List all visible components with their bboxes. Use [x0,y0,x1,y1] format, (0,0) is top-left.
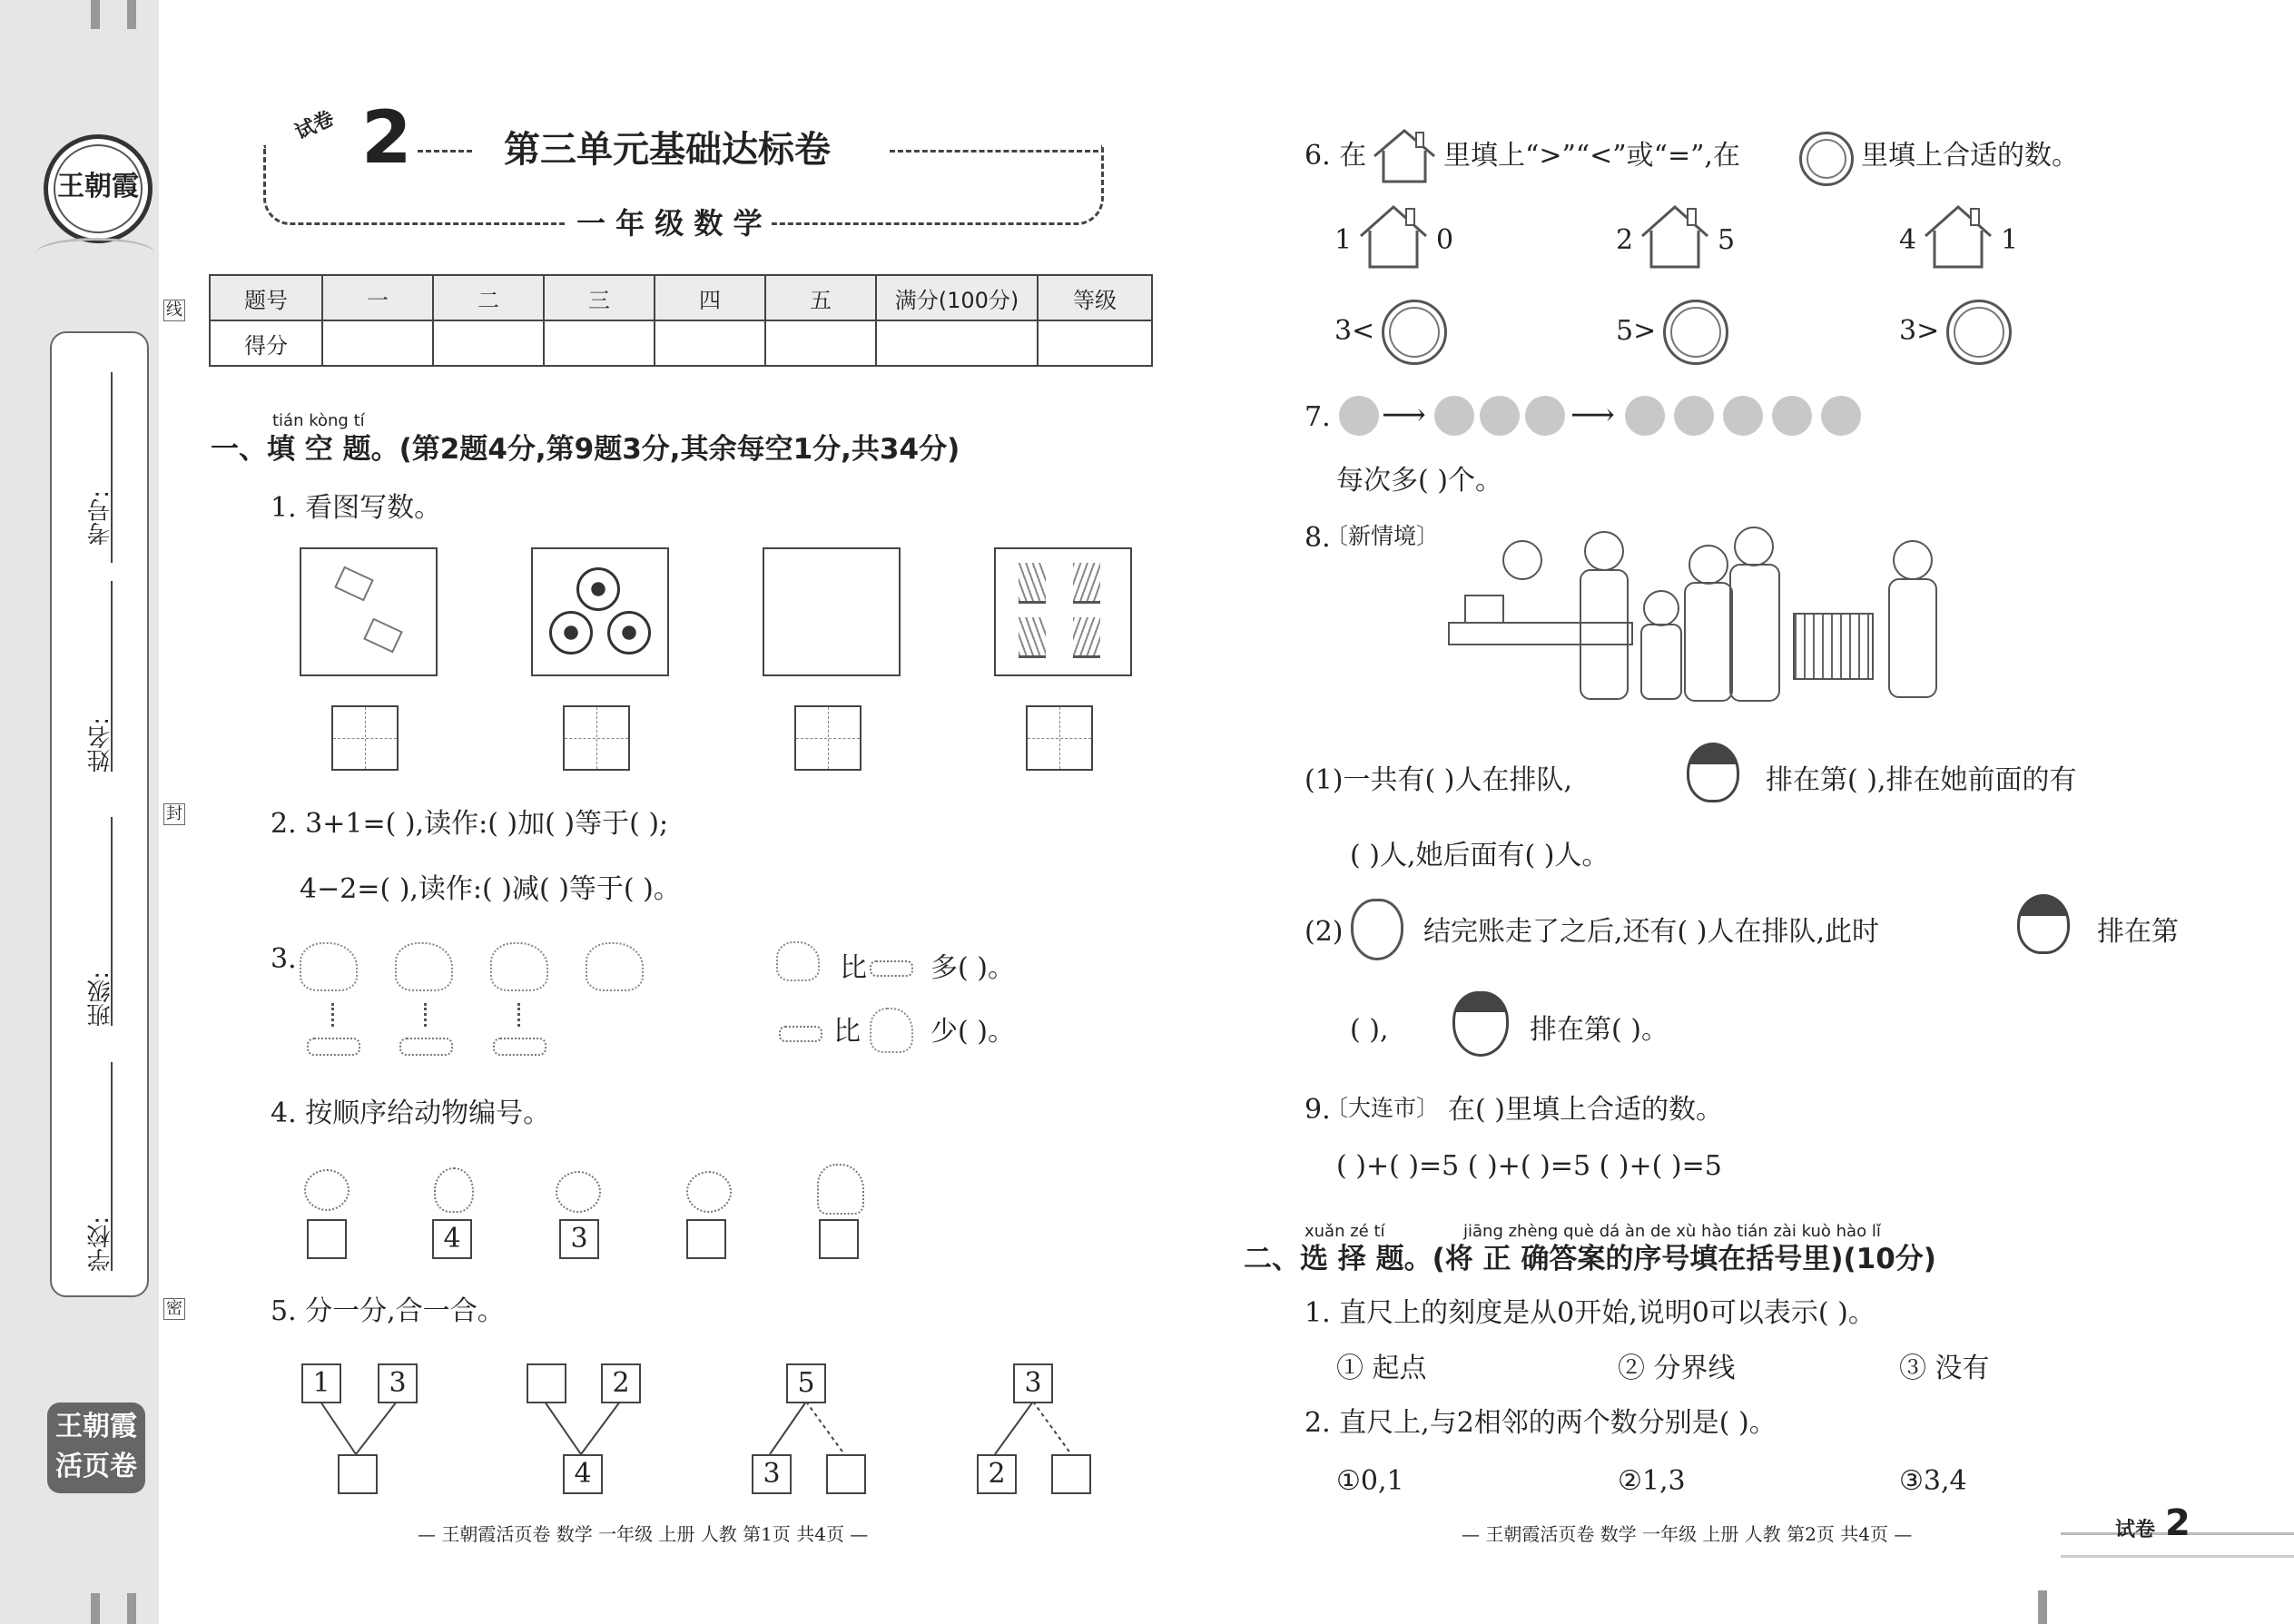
q8-p1-b: 排在第( ),排在她前面的有 [1766,764,2077,796]
q6-left-num: 1 [1334,224,1353,256]
score-header: 等级 [1038,275,1152,320]
brand-badge-sub: 活页卷 [55,1451,137,1482]
q5-tree2-top[interactable] [527,1363,566,1403]
apple-icon [1480,396,1520,436]
q4-answer-box[interactable]: 3 [559,1219,599,1259]
cash-register [1464,595,1504,624]
s2-q2-option[interactable]: ②1,3 [1618,1465,1686,1497]
flower-ring-icon [1799,132,1854,186]
q6-compare-prefix: 3> [1899,315,1940,347]
man-face-icon [1351,899,1403,960]
q6-left-num: 2 [1616,224,1634,256]
page-subtitle: 一 年 级 数 学 [567,209,772,238]
q7-text: 每次多( )个。 [1336,465,1502,497]
q8-p1-a: (1)一共有( )人在排队, [1305,764,1572,796]
q2-line2: 4−2=( ),读作:( )减( )等于( )。 [300,873,681,905]
q6-right-num: 0 [1436,224,1454,256]
q9-text: 在( )里填上合适的数。 [1448,1094,1723,1126]
q6-compare-prefix: 5> [1616,315,1657,347]
arrow-icon: ⟶ [1570,397,1615,433]
s2-q2-option[interactable]: ①0,1 [1336,1465,1404,1497]
q5-tree2-bottom[interactable]: 4 [563,1454,603,1494]
seal-mark-line: 线 [163,300,185,321]
q6-text-a: 6. 在 [1305,140,1367,172]
apple-icon [1772,396,1812,436]
q4-text: 4. 按顺序给动物编号。 [271,1097,551,1129]
man-figure [1734,527,1774,566]
q6-left-num: 4 [1899,224,1917,256]
girl-face-icon [1687,743,1739,802]
q6-flower-answer[interactable] [1382,300,1447,365]
q6-text-b: 里填上“>”“<”或“=”,在 [1443,140,1740,172]
q5-tree3-top[interactable]: 5 [786,1363,826,1403]
q8-p2-c: 排在第 [2097,916,2179,948]
paper-label: 试卷 [291,106,339,145]
q8-p2-e: 排在第( )。 [1530,1014,1669,1046]
q4-answer-box[interactable]: 4 [432,1219,472,1259]
boy-face-icon [1452,991,1509,1057]
name-label: 姓名: [87,717,114,773]
q3b-compare: 比 [833,1016,861,1048]
q5-tree4-top[interactable]: 3 [1013,1363,1053,1403]
woman-body [1684,582,1733,702]
s2-q2-option[interactable]: ③3,4 [1899,1465,1967,1497]
q6-flower-answer[interactable] [1663,300,1728,365]
footer-left: — 王朝霞活页卷 数学 一年级 上册 人教 第1页 共4页 — [418,1523,869,1545]
q8-p1-c: ( )人,她后面有( )人。 [1350,840,1610,871]
seal-mark-secret: 密 [163,1298,185,1320]
section2-pinyin-a: xuǎn zé tí [1305,1222,1385,1241]
q1-text: 1. 看图写数。 [271,492,442,524]
score-row-label: 得分 [210,320,322,366]
q5-tree3-bottom[interactable] [826,1454,866,1494]
cashier-person [1502,540,1542,580]
page-tick [2038,1590,2047,1624]
corner-paper-number: 2 [2165,1502,2191,1544]
house-answer[interactable] [1639,202,1711,271]
woman-figure [1689,545,1728,585]
apple-icon [1434,396,1474,436]
q2-line1: 2. 3+1=( ),读作:( )加( )等于( ); [271,808,669,840]
house-icon [1371,125,1438,185]
q8-tag: 〔新情境〕 [1325,523,1440,549]
s2-q2-text: 2. 直尺上,与2相邻的两个数分别是( )。 [1305,1407,1777,1439]
girl-body [1640,624,1682,700]
q5-tree1-top[interactable]: 1 [301,1363,341,1403]
shopper-figure [1893,540,1933,580]
queue-scene-image [1448,522,1974,717]
q9-equations: ( )+( )=5 ( )+( )=5 ( )+( )=5 [1336,1150,1722,1182]
house-answer[interactable] [1357,202,1430,271]
q9-label: 9. [1305,1094,1331,1126]
q7-label: 7. [1305,401,1331,433]
score-header: 二 [433,275,544,320]
q5-tree2-top[interactable]: 2 [601,1363,641,1403]
person-figure [1584,531,1624,571]
score-header: 四 [655,275,765,320]
arrow-icon: ⟶ [1382,397,1426,433]
page-title: 第三单元基础达标卷 [504,129,831,171]
s2-q1-option[interactable]: ② 分界线 [1618,1353,1736,1384]
q5-tree4-bottom[interactable] [1051,1454,1091,1494]
shopping-cart-icon [1793,613,1874,680]
house-answer[interactable] [1922,202,1994,271]
apple-icon [1339,396,1379,436]
q8-label: 8. [1305,522,1331,554]
strip-tick [91,1593,100,1624]
score-header: 一 [322,275,433,320]
q9-tag: 〔大连市〕 [1325,1095,1440,1121]
girl-figure [1643,590,1679,626]
q5-tree4-bottom[interactable]: 2 [977,1454,1017,1494]
apple-icon [1525,396,1565,436]
apple-icon [1723,396,1763,436]
school-label: 学校: [87,1216,114,1272]
q5-tree1-top[interactable]: 3 [378,1363,418,1403]
exam-number-label: 考号: [87,490,114,546]
q8-p2-d: ( ), [1350,1014,1389,1046]
seal-mark-seal: 封 [163,803,185,825]
apple-icon [1625,396,1665,436]
girl-face-icon [2017,894,2070,954]
q3a-compare: 比 [840,952,867,984]
score-header: 五 [765,275,876,320]
q5-tree1-bottom[interactable] [338,1454,378,1494]
s2-q1-option[interactable]: ③ 没有 [1899,1353,1990,1384]
class-label: 班级: [87,971,114,1027]
q5-tree-lines [0,0,1180,1543]
section2-title: 二、选 择 题。(将 正 确答案的序号填在括号里)(10分) [1244,1243,1936,1275]
paper-number: 2 [361,95,412,180]
q3b-tail: 少( )。 [930,1016,1015,1048]
q6-right-num: 1 [2001,224,2019,256]
person-body [1580,569,1629,700]
q8-p2-a: (2) [1305,916,1344,948]
score-header: 三 [544,275,655,320]
apple-icon [1821,396,1861,436]
s2-q1-text: 1. 直尺上的刻度是从0开始,说明0可以表示( )。 [1305,1297,1876,1329]
corner-paper-label: 试卷 [2115,1519,2156,1541]
q5-tree3-bottom[interactable]: 3 [752,1454,792,1494]
s2-q1-option[interactable]: ① 起点 [1336,1353,1427,1384]
score-header: 满分(100分) [876,275,1038,320]
strip-tick [127,1593,136,1624]
q6-text-c: 里填上合适的数。 [1861,140,2079,172]
score-header: 题号 [210,275,322,320]
q3a-tail: 多( )。 [930,952,1015,984]
brand-seal-text: 王朝霞 [57,171,139,202]
footer-right: — 王朝霞活页卷 数学 一年级 上册 人教 第2页 共4页 — [1462,1523,1913,1545]
q6-flower-answer[interactable] [1946,300,2012,365]
brand-badge-name: 王朝霞 [55,1411,137,1442]
section1-title: 一、填 空 题。(第2题4分,第9题3分,其余每空1分,共34分) [211,433,960,466]
section1-pinyin: tián kòng tí [272,411,365,430]
man-body [1729,564,1780,702]
section2-pinyin-b: jiāng zhèng què dá àn de xù hào tián zài kuò hào lǐ [1463,1222,1881,1241]
apple-icon [1674,396,1714,436]
q6-right-num: 5 [1718,224,1736,256]
q3-label: 3. [271,943,297,975]
q5-text: 5. 分一分,合一合。 [271,1295,505,1327]
q8-p2-b: 结完账走了之后,还有( )人在排队,此时 [1423,916,1880,948]
q6-compare-prefix: 3< [1334,315,1375,347]
shopper-body [1888,578,1937,698]
